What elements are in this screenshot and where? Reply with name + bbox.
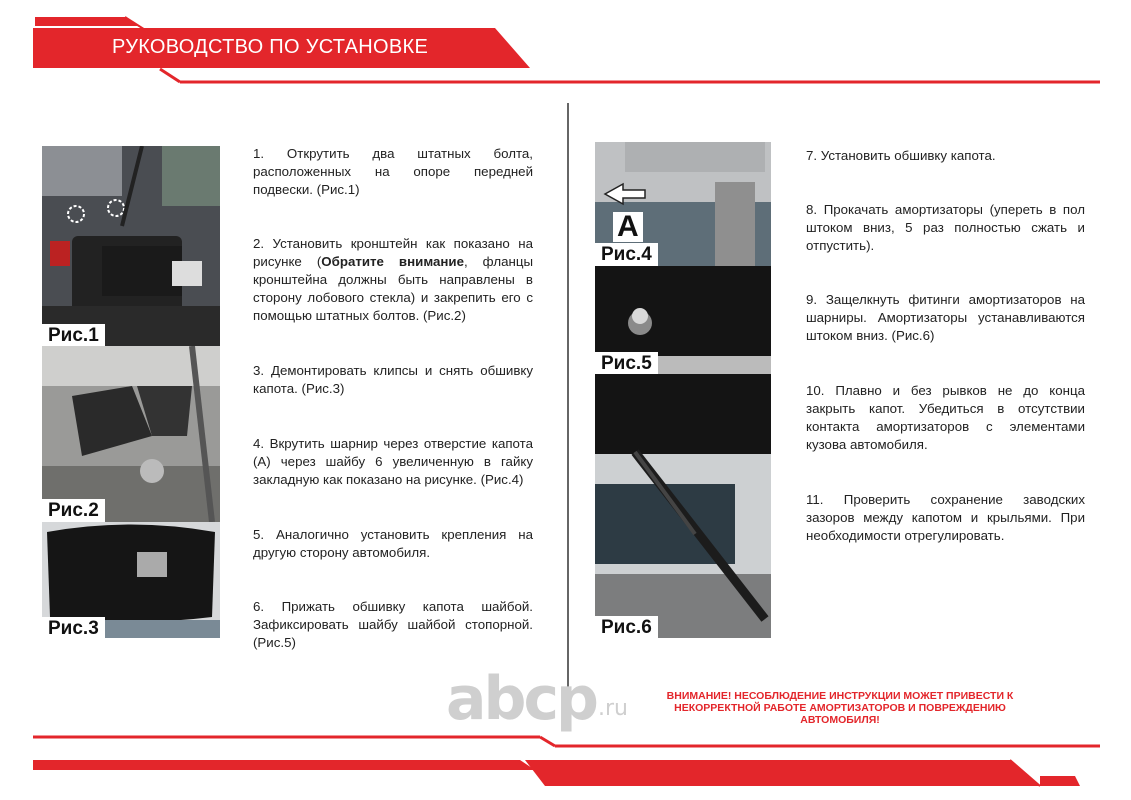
step-4: 4. Вкрутить шарнир через отверстие капота (А) через шайбу 6 увеличенную в гайку закладную как показано на рисунке. (Рис.4) [253,436,533,487]
figure-4-photo [595,142,771,266]
figure-6-photo [595,374,771,638]
step-2 [253,235,533,325]
step-9: 9. Защелкнуть фитинги амортизаторов на шарниры. Амортизаторы устанавливаются штоком вниз. (Рис.6) [806,292,1085,343]
step-3: 3. Демонтировать клипсы и снять обшивку капота. (Рис.3) [253,363,533,396]
step-1: 1. Открутить два штатных болта, расположенных на опоре передней подвески. (Рис.1) [253,146,533,197]
page-title: РУКОВОДСТВО ПО УСТАНОВКЕ [112,36,429,58]
step-6: 6. Прижать обшивку капота шайбой. Зафиксировать шайбу шайбой стопорной. (Рис.5) [253,599,533,650]
step-2-part-a: 2. Установить кронштейн как показано на рисунке ( [253,236,533,269]
logo-suffix: .ru [598,696,628,721]
figure-2-photo [42,346,220,522]
figure-3-photo [42,522,220,638]
step-7: 7. Установить обшивку капота. [806,148,996,163]
warning-text: ВНИМАНИЕ! НЕСОБЛЮДЕНИЕ ИНСТРУКЦИИ МОЖЕТ ПРИВЕСТИ К НЕКОРРЕКТНОЙ РАБОТЕ АМОРТИЗАТОРОВ И ПОВРЕЖДЕНИЮ АВТОМОБИЛЯ! [666,690,1014,726]
step-2-part-c: , фланцы кронштейна должны быть направлены в сторону лобового стекла) и закрепить его с помощью штатных болтов. (Рис.2) [253,254,533,323]
column-divider [567,103,569,728]
step-10: 10. Плавно и без рывков не до конца закрыть капот. Убедиться в отсутствии контакта амортизаторов с элементами кузова автомобиля. [806,383,1085,452]
figure-2-caption: Рис.2 [42,499,105,522]
step-8: 8. Прокачать амортизаторы (упереть в пол штоком вниз, 5 раз полностью сжать и отпустить). [806,202,1085,253]
abcp-logo [446,664,646,734]
figure-6-caption: Рис.6 [595,616,658,638]
footer-banner [0,725,1131,800]
engine-bay-illustration [42,146,220,346]
step-2-note: Обратите внимание [321,254,464,269]
step-5: 5. Аналогично установить крепления на другую сторону автомобиля. [253,527,533,560]
gas-strut-illustration [595,374,771,638]
figure-1-photo [42,146,220,346]
figure-1-caption: Рис.1 [42,324,105,346]
step-11: 11. Проверить сохранение заводских зазоров между капотом и крыльями. При необходимости отрегулировать. [806,492,1085,543]
logo-main: abcp [446,664,596,734]
figure-4-caption: Рис.4 [595,243,658,266]
bracket-illustration [42,346,220,522]
figure-5-caption: Рис.5 [595,352,658,374]
figure-5-photo [595,266,771,374]
figure-4-marker: A [613,212,643,242]
figure-3-caption: Рис.3 [42,617,105,638]
